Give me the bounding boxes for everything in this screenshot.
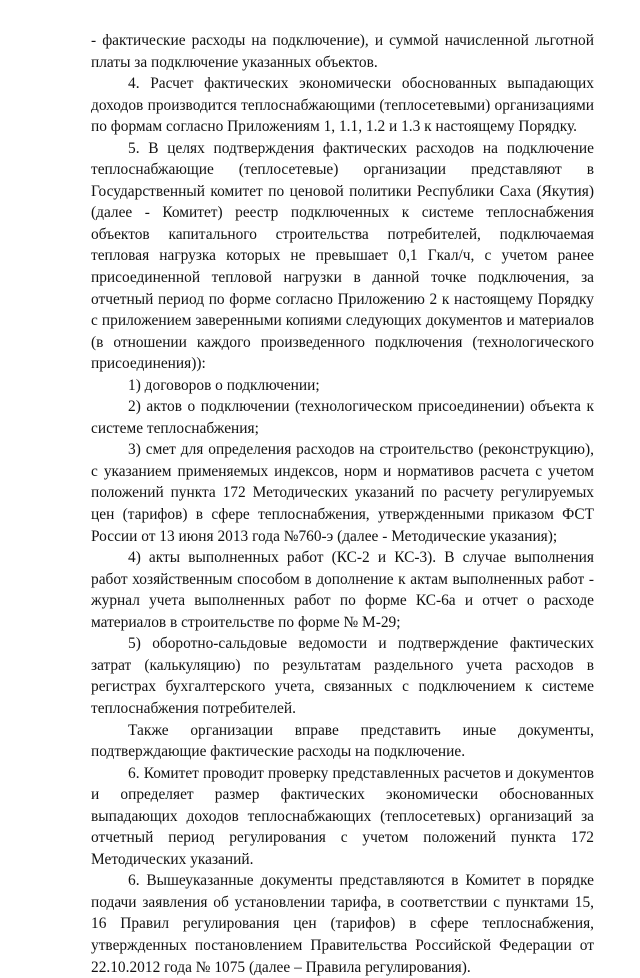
paragraph-item-6-submission: 6. Вышеуказанные документы представляются в Комитет в порядке подачи заявления об установлении тарифа, в соответствии с пунктами 15, 16 Правил регулирования цен (тарифов) в сфере теплоснабжения, утвержденных постановлением Правительства Российской Федерации от 22.10.2012 года № 1075 (далее – Правила регулирования).: [91, 872, 594, 976]
list-item-estimates: 3) смет для определения расходов на строительство (реконструкцию), с указанием применяемых индексов, норм и нормативов расчета с учетом положений пункта 172 Методических указаний по расчету регулируемых цен (тарифов) в сфере теплоснабжения, утвержденными приказом ФСТ России от 13 июня 2013 года №760-э (далее - Методические указания);: [91, 441, 594, 545]
list-item-acts: 2) актов о подключении (технологическом присоединении) объекта к системе теплоснабжения;: [91, 398, 594, 437]
list-item-work-acts: 4) акты выполненных работ (КС-2 и КС-3). В случае выполнения работ хозяйственным способом в дополнение к актам выполненных работ - журнал учета выполненных работ по форме КС-6а и отчет о расходе материалов в строительстве по форме № М-29;: [91, 549, 594, 631]
paragraph-item-6-check: 6. Комитет проводит проверку представленных расчетов и документов и определяет размер фактических экономически обоснованных выпадающих доходов теплоснабжающих (теплосетевых) организаций за отчетный период регулирования с учетом положений пункта 172 Методических указаний.: [91, 764, 594, 868]
paragraph-other-documents: Также организации вправе представить иные документы, подтверждающие фактические расходы на подключение.: [91, 721, 594, 761]
list-item-balance-sheets: 5) оборотно-сальдовые ведомости и подтверждение фактических затрат (калькуляцию) по результатам раздельного учета расходов в регистрах бухгалтерского учета, связанных с подключением к системе теплоснабжения потребителей.: [91, 635, 594, 717]
paragraph-item-5: 5. В целях подтверждения фактических расходов на подключение теплоснабжающие (теплосетевые) организации представляют в Государственный комитет по ценовой политики Республики Саха (Якутия) (далее - Комитет) реестр подключенных к системе теплоснабжения объектов капитального строительства потребителей, подключаемая тепловая нагрузка которых не превышает 0,1 Гкал/ч, с учетом ранее присоединенной тепловой нагрузки в данной точке подключения, за отчетный период по форме согласно Приложению 2 к настоящему Порядку с приложением заверенными копиями следующих документов и материалов (в отношении каждого произведенного подключения (технологического присоединения)):: [91, 139, 594, 373]
list-item-contracts: 1) договоров о подключении;: [128, 376, 320, 394]
paragraph-item-4: 4. Расчет фактических экономически обоснованных выпадающих доходов производится теплоснабжающими (теплосетевыми) организациями по формам согласно Приложениям 1, 1.1, 1.2 и 1.3 к настоящему Порядку.: [91, 75, 594, 136]
paragraph-continuation: - фактические расходы на подключение), и суммой начисленной льготной платы за подключение указанных объектов.: [91, 32, 594, 71]
document-page: [91, 30, 594, 978]
